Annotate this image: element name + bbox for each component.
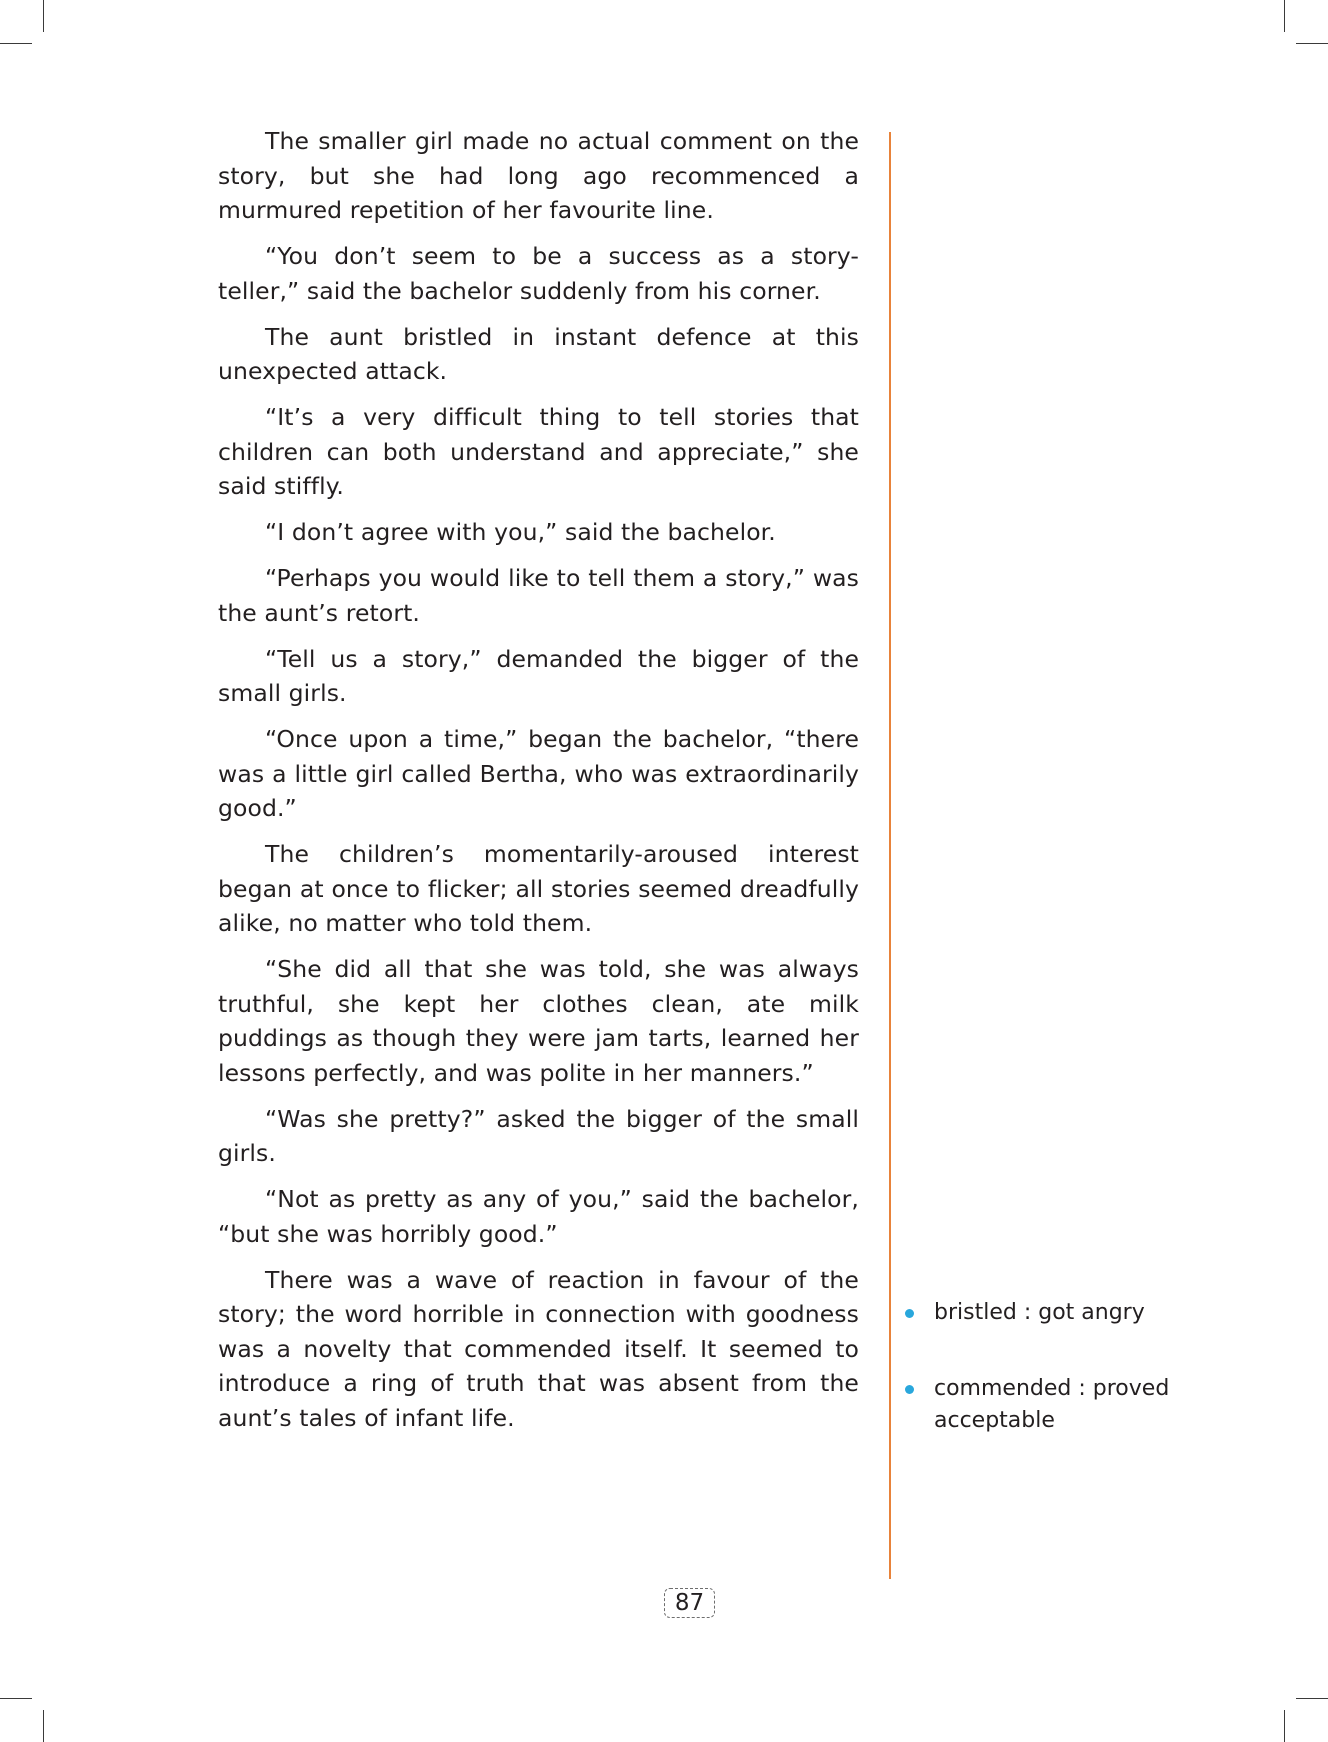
paragraph: “Not as pretty as any of you,” said the bachelor, “but she was horribly good.” — [218, 1185, 859, 1248]
paragraph: “Once upon a time,” began the bachelor, “there was a little girl called Bertha, who was extraordinarily good.” — [218, 725, 859, 822]
glossary-item — [900, 1373, 1200, 1437]
crop-mark — [0, 43, 32, 44]
main-text-column — [218, 124, 859, 1447]
glossary-item — [900, 1297, 1200, 1329]
crop-mark — [0, 1698, 32, 1699]
crop-mark — [1284, 0, 1285, 32]
paragraph: “Was she pretty?” asked the bigger of the small girls. — [218, 1104, 859, 1167]
crop-mark — [1296, 43, 1328, 44]
glossary-separator: : — [1071, 1376, 1093, 1401]
page-number — [664, 1588, 715, 1618]
crop-mark — [1296, 1698, 1328, 1699]
paragraph: The aunt bristled in instant defence at this unexpected attack. — [218, 322, 859, 385]
glossary — [900, 1297, 1200, 1481]
glossary-definition: proved acceptable — [934, 1376, 1170, 1433]
crop-mark — [43, 1710, 44, 1742]
paragraph: The smaller girl made no actual comment on the story, but she had long ago recommenced a murmured repetition of her favourite line. — [218, 127, 859, 224]
paragraph: “It’s a very difficult thing to tell stories that children can both understand and appreciate,” she said stiffly. — [218, 403, 859, 500]
glossary-separator: : — [1016, 1300, 1039, 1325]
paragraph: There was a wave of reaction in favour of the story; the word horrible in connection with goodness was a novelty that commended itself. It seemed to introduce a ring of truth that was absent from the aunt’s tales of infant life. — [218, 1265, 859, 1432]
paragraph: “I don’t agree with you,” said the bachelor. — [265, 518, 776, 546]
bullet-icon — [905, 1385, 914, 1394]
paragraph: “Perhaps you would like to tell them a story,” was the aunt’s retort. — [218, 564, 859, 627]
glossary-definition: got angry — [1038, 1300, 1145, 1325]
crop-mark — [1284, 1710, 1285, 1742]
paragraph: “She did all that she was told, she was always truthful, she kept her clothes clean, ate milk puddings as though they were jam tarts, learned her lessons perfectly, and was polite in her manners.” — [218, 955, 859, 1087]
page-number-text: 87 — [674, 1590, 705, 1616]
margin-rule — [889, 132, 891, 1579]
glossary-term: bristled — [934, 1300, 1017, 1325]
bullet-icon — [905, 1309, 914, 1318]
glossary-term: commended — [934, 1376, 1072, 1401]
crop-mark — [43, 0, 44, 32]
paragraph: “You don’t seem to be a success as a story-teller,” said the bachelor suddenly from his corner. — [218, 242, 859, 305]
paragraph: The children’s momentarily-aroused interest began at once to flicker; all stories seemed dreadfully alike, no matter who told them. — [218, 840, 859, 937]
paragraph: “Tell us a story,” demanded the bigger of the small girls. — [218, 644, 859, 707]
